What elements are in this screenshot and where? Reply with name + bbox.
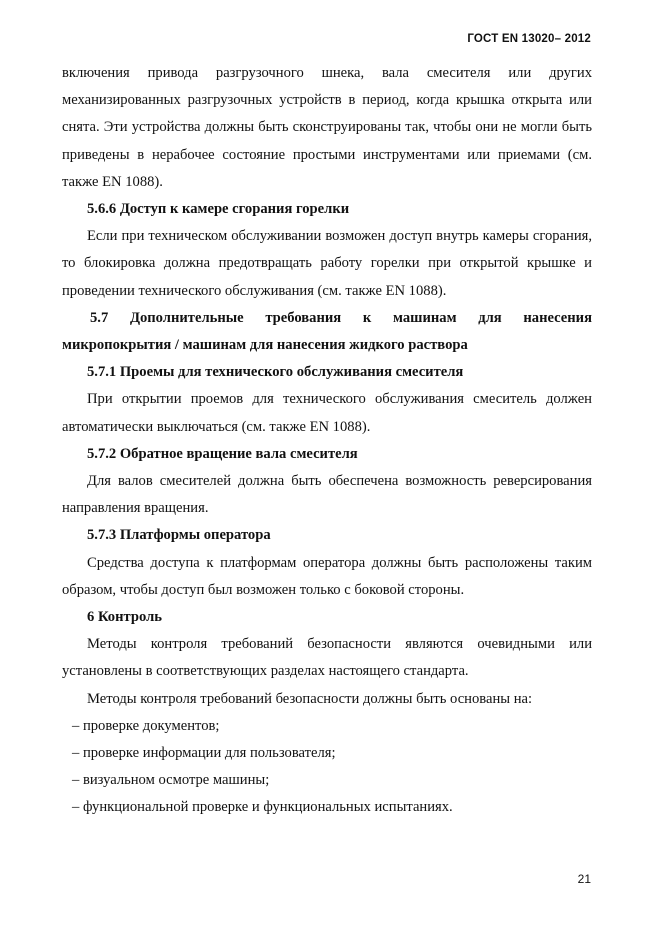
paragraph-6-b: Методы контроля требований безопасности должны быть основаны на: <box>87 690 533 707</box>
section-heading-5-7-2: 5.7.2 Обратное вращение вала смесителя <box>87 445 358 462</box>
paragraph-intro: включения привода разгрузочного шнека, вала смесителя или других механизированных разгрузочных устройств в период, когда крышка открыта или снята. Эти устройства должны быть сконструированы так, чтобы они не могли быть приведены в нерабочее состояние простыми инструментами или приемами (см. также EN 1088). <box>62 65 592 190</box>
paragraph-5-7-1: При открытии проемов для технического обслуживания смеситель должен автоматически выключаться (см. также EN 1088). <box>62 391 592 435</box>
list-item: – функциональной проверке и функциональных испытаниях. <box>72 799 453 816</box>
list-item: – проверке информации для пользователя; <box>72 745 336 762</box>
list-item: – проверке документов; <box>72 717 220 734</box>
paragraph-5-7-3: Средства доступа к платформам оператора должны быть расположены таким образом, чтобы доступ был возможен только с боковой стороны. <box>62 554 592 598</box>
paragraph-5-7-2: Для валов смесителей должна быть обеспечена возможность реверсирования направления вращения. <box>62 473 592 517</box>
section-heading-5-7-1: 5.7.1 Проемы для технического обслуживания смесителя <box>87 364 464 381</box>
section-heading-6: 6 Контроль <box>87 609 162 626</box>
section-heading-5-7: 5.7 Дополнительные требования к машинам для нанесения микропокрытия / машинам для нанесения жидкого раствора <box>62 309 592 354</box>
paragraph-6-a: Методы контроля требований безопасности являются очевидными или установлены в соответствующих разделах настоящего стандарта. <box>62 636 592 680</box>
list-item: – визуальном осмотре машины; <box>72 772 270 789</box>
page-number: 21 <box>577 872 591 886</box>
document-code-header: ГОСТ EN 13020– 2012 <box>467 33 591 45</box>
section-heading-5-7-3: 5.7.3 Платформы оператора <box>87 527 271 544</box>
page-body <box>62 60 592 822</box>
section-heading-5-6-6: 5.6.6 Доступ к камере сгорания горелки <box>87 201 350 218</box>
paragraph-5-6-6: Если при техническом обслуживании возможен доступ внутрь камеры сгорания, то блокировка должна предотвращать работу горелки при открытой крышке и проведении технического обслуживания (см. также EN 1088). <box>62 228 592 299</box>
